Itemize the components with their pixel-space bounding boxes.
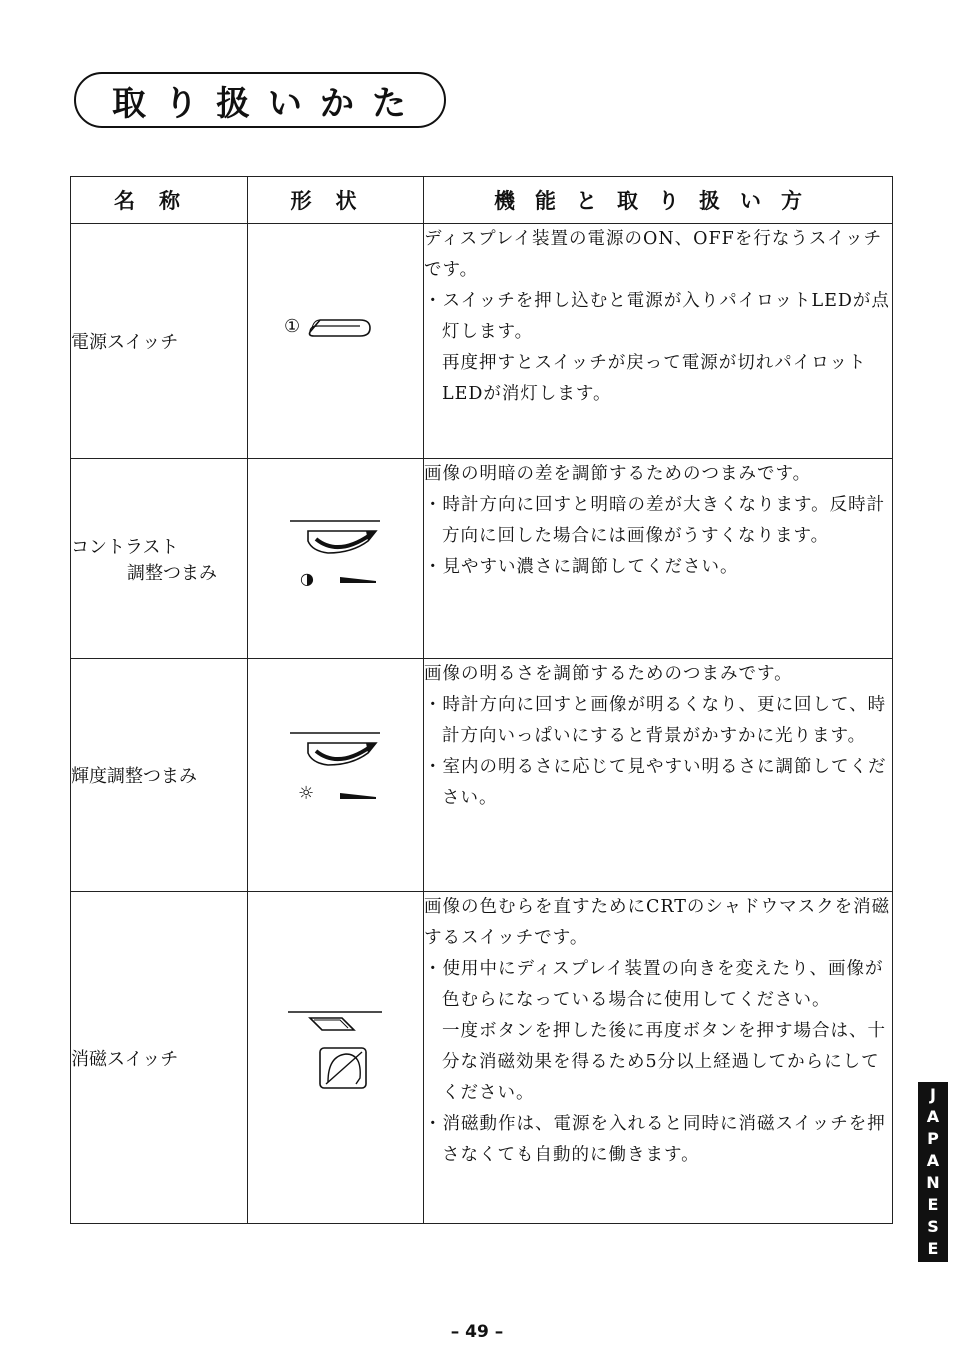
brightness-knob-figure (248, 659, 424, 892)
row-function (424, 224, 893, 459)
function-bullet: ・時計方向に回すと明暗の差が大きくなります。反時計方向に回した場合には画像がうすくなります。 (424, 495, 886, 546)
degauss-button-icon (288, 1008, 384, 1036)
function-continuation: 一度ボタンを押した後に再度ボタンを押す場合は、十分な消磁効果を得るため5分以上経過してからにしてください。 (442, 1021, 886, 1103)
function-line: ディスプレイ装置の電源のON、OFFを行なうスイッチです。 (424, 229, 883, 280)
function-bullet: ・見やすい濃さに調節してください。 (424, 557, 739, 577)
row-name: 輝度調整つまみ (71, 659, 248, 892)
function-continuation: 再度押すとスイッチが戻って電源が切れパイロットLEDが消灯します。 (442, 353, 867, 404)
row-name: 電源スイッチ (71, 224, 248, 459)
controls-table (70, 176, 893, 1224)
contrast-symbol: ◑ (300, 569, 314, 588)
language-side-tab (918, 1082, 948, 1262)
degauss-symbol-icon (318, 1044, 370, 1092)
power-switch-figure (248, 224, 424, 459)
row-name-line2: 調整つまみ (127, 562, 217, 584)
function-bullet: ・使用中にディスプレイ装置の向きを変えたり、画像が色むらになっている場合に使用してください。 (424, 959, 884, 1010)
power-symbol: ① (284, 316, 301, 337)
function-bullet: ・室内の明るさに応じて見やすい明るさに調節してください。 (424, 757, 887, 808)
side-tab-letter: J (930, 1085, 936, 1104)
function-line: 画像の明暗の差を調節するためのつまみです。 (424, 464, 812, 484)
side-tab-letter: A (926, 1151, 940, 1170)
row-function (424, 459, 893, 659)
row-function (424, 892, 893, 1224)
knob-icon (288, 517, 384, 565)
power-switch-icon (304, 310, 376, 344)
function-bullet: ・消磁動作は、電源を入れると同時に消磁スイッチを押さなくても自動的に働きます。 (424, 1114, 886, 1165)
degauss-switch-figure (248, 892, 424, 1224)
side-tab-letter: N (926, 1173, 940, 1192)
page-number: – 49 – (450, 1322, 504, 1342)
function-bullet: ・時計方向に回すと画像が明るくなり、更に回して、時計方向いっぱいにすると背景がかすかに光ります。 (424, 695, 887, 746)
page-title: 取り扱いかた (74, 72, 446, 128)
table-header-row (71, 177, 893, 224)
row-name: 消磁スイッチ (71, 892, 248, 1224)
row-function (424, 659, 893, 892)
side-tab-letter: S (927, 1217, 939, 1236)
ramp-icon (340, 789, 376, 801)
row-name (71, 459, 248, 659)
header-function: 機能と取り扱い方 (424, 177, 893, 224)
side-tab-letter: E (927, 1239, 939, 1258)
table-row-contrast (71, 459, 893, 659)
row-name-line1: コントラスト (71, 536, 179, 558)
table-row-power (71, 224, 893, 459)
function-bullet: ・スイッチを押し込むと電源が入りパイロットLEDが点灯します。 (424, 291, 890, 342)
side-tab-letter: E (927, 1195, 939, 1214)
table-row-degauss (71, 892, 893, 1224)
function-line: 画像の色むらを直すためにCRTのシャドウマスクを消磁するスイッチです。 (424, 897, 891, 948)
function-line: 画像の明るさを調節するためのつまみです。 (424, 664, 793, 684)
header-name: 名称 (71, 177, 248, 224)
knob-icon (288, 729, 384, 777)
ramp-icon (340, 573, 376, 585)
side-tab-letter: A (926, 1107, 940, 1126)
contrast-knob-figure (248, 459, 424, 659)
brightness-symbol: ☼ (298, 783, 315, 804)
table-row-brightness (71, 659, 893, 892)
header-shape: 形状 (248, 177, 424, 224)
side-tab-letter: P (927, 1129, 939, 1148)
